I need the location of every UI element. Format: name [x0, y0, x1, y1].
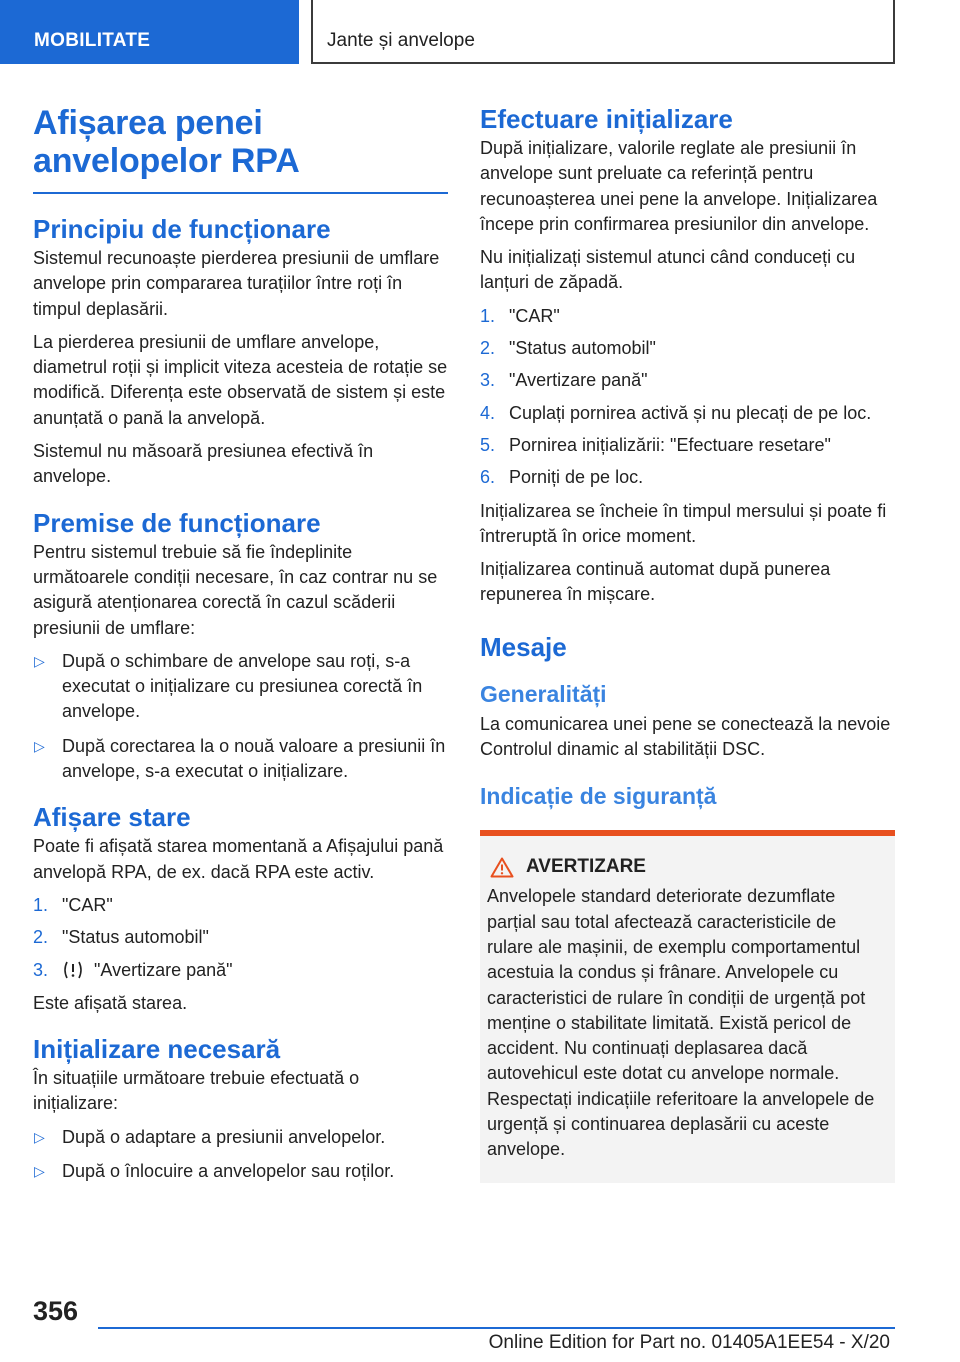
paragraph: Sistemul recunoaște pierderea presiunii de umflare anvelope prin compararea turațiilor între roți în timpul deplasării.: [33, 248, 440, 319]
bullet-list: [33, 1125, 448, 1185]
section-efectuare: [480, 104, 895, 608]
tire-pressure-warning-icon: [62, 960, 84, 980]
section-mesaje: [480, 632, 895, 811]
triangle-bullet-icon: ▷: [34, 1163, 45, 1180]
heading-afisare: Afișare stare: [33, 802, 191, 833]
header-chapter-title: Jante și anvelope: [311, 0, 895, 64]
list-item: ▷ După corectarea la o nouă valoare a presiunii în anvelope, s-a executat o inițializare.: [34, 735, 446, 782]
numbered-list: [480, 304, 895, 491]
header-section-tab: MOBILITATE: [0, 0, 299, 64]
page-title: Afișarea penei anvelopelor RPA: [33, 104, 300, 180]
warning-text: Anvelopele standard deteriorate dezumflate parțial sau total afectează caracteristicile de rulare ale mașinii, de exemplu comportamentul acestuia la condus și frânare. Anvelopele cu caracteristici de rulare în condiții de urgență pot menține o stabilitate limitată. Există pericol de accident. Nu continuați deplasarea dacă autovehicul este dotat cu anvelope normale. Respectați indicațiile referitoare la anvelopele de urgență și continuarea deplasării cu aceste anvelope.: [487, 886, 875, 1160]
list-item: 1. "CAR": [33, 894, 113, 915]
paragraph: Nu inițializați sistemul atunci când conduceți cu lanțuri de zăpadă.: [480, 247, 856, 293]
paragraph: La comunicarea unei pene se conectează la nevoie Controlul dinamic al stabilității DSC.: [480, 713, 891, 760]
warning-box: [480, 830, 895, 1182]
paragraph: Sistemul nu măsoară presiunea efectivă în anvelope.: [33, 441, 374, 487]
page-number: 356: [33, 1296, 79, 1326]
triangle-bullet-icon: ▷: [34, 1128, 45, 1145]
list-item: 2. "Status automobil": [33, 927, 209, 948]
section-principiu: [33, 214, 448, 490]
right-column: [480, 104, 895, 1183]
list-item: 3. "Avertizare pană": [33, 959, 233, 980]
list-item: ▷ După o înlocuire a anvelopelor sau roților.: [33, 1159, 448, 1184]
footer-edition: Online Edition for Part no. 01405A1EE54 - X/20: [488, 1332, 890, 1353]
list-item: 1. "CAR": [480, 305, 560, 326]
list-item: 4. Cuplați pornirea activă și nu plecați de pe loc.: [480, 402, 872, 423]
list-item: 6. Porniți de pe loc.: [480, 467, 644, 488]
list-item: 2. "Status automobil": [480, 338, 656, 359]
section-initializare: [33, 1034, 448, 1184]
paragraph: La pierderea presiunii de umflare anvelope, diametrul roții și implicit viteza acesteia de rotație se modifică. Diferența este observată de sistem și este anunțată o pană la anvelopă.: [33, 331, 448, 428]
heading-premise: Premise de funcționare: [33, 507, 321, 538]
heading-generalitati: Generalități: [480, 680, 607, 707]
triangle-bullet-icon: ▷: [34, 737, 45, 754]
paragraph: După inițializare, valorile reglate ale presiunii în anvelope sunt preluate ca referință pentru recunoașterea unei pene la anvelope. Inițializarea începe prin confirmarea presiunilor din anvelope.: [480, 138, 878, 234]
paragraph: Este afișată starea.: [33, 992, 188, 1013]
heading-efectuare: Efectuare inițializare: [480, 104, 733, 134]
section-afisare: [33, 802, 448, 1016]
section-premise: [33, 508, 448, 785]
list-item: ▷ După o schimbare de anvelope sau roți, s-a executat o inițializare cu presiunea corectă în anvelope.: [34, 650, 423, 722]
paragraph: Inițializarea se încheie în timpul mersului și poate fi întreruptă în orice moment.: [480, 500, 887, 546]
list-item: 5. Pornirea inițializării: "Efectuare resetare": [480, 434, 831, 455]
paragraph: În situațiile următoare trebuie efectuată o inițializare:: [33, 1068, 360, 1114]
title-divider: [33, 192, 448, 194]
warning-title: AVERTIZARE: [487, 856, 887, 878]
warning-triangle-icon: [490, 857, 514, 878]
heading-principiu: Principiu de funcționare: [33, 214, 331, 244]
triangle-bullet-icon: ▷: [34, 652, 45, 669]
footer-divider: [98, 1327, 895, 1329]
left-column: [33, 104, 448, 1193]
heading-initializare: Inițializare necesară: [33, 1034, 281, 1065]
paragraph: Poate fi afișată starea momentană a Afișajului pană anvelopă RPA, de ex. dacă RPA este activ.: [33, 836, 444, 882]
list-item: ▷ După o adaptare a presiunii anvelopelor.: [33, 1125, 448, 1150]
list-item: 3. "Avertizare pană": [480, 370, 648, 391]
bullet-list: [33, 649, 448, 784]
paragraph: Inițializarea continuă automat după punerea repunerea în mișcare.: [480, 559, 831, 605]
paragraph: Pentru sistemul trebuie să fie îndeplinite următoarele condiții necesare, în caz contrar nu se asigură atenționarea corectă în cazul scăderii presiunii de umflare:: [33, 541, 438, 638]
heading-indicatie: Indicație de siguranță: [480, 783, 717, 810]
heading-mesaje: Mesaje: [480, 631, 567, 662]
numbered-list: [33, 893, 448, 983]
